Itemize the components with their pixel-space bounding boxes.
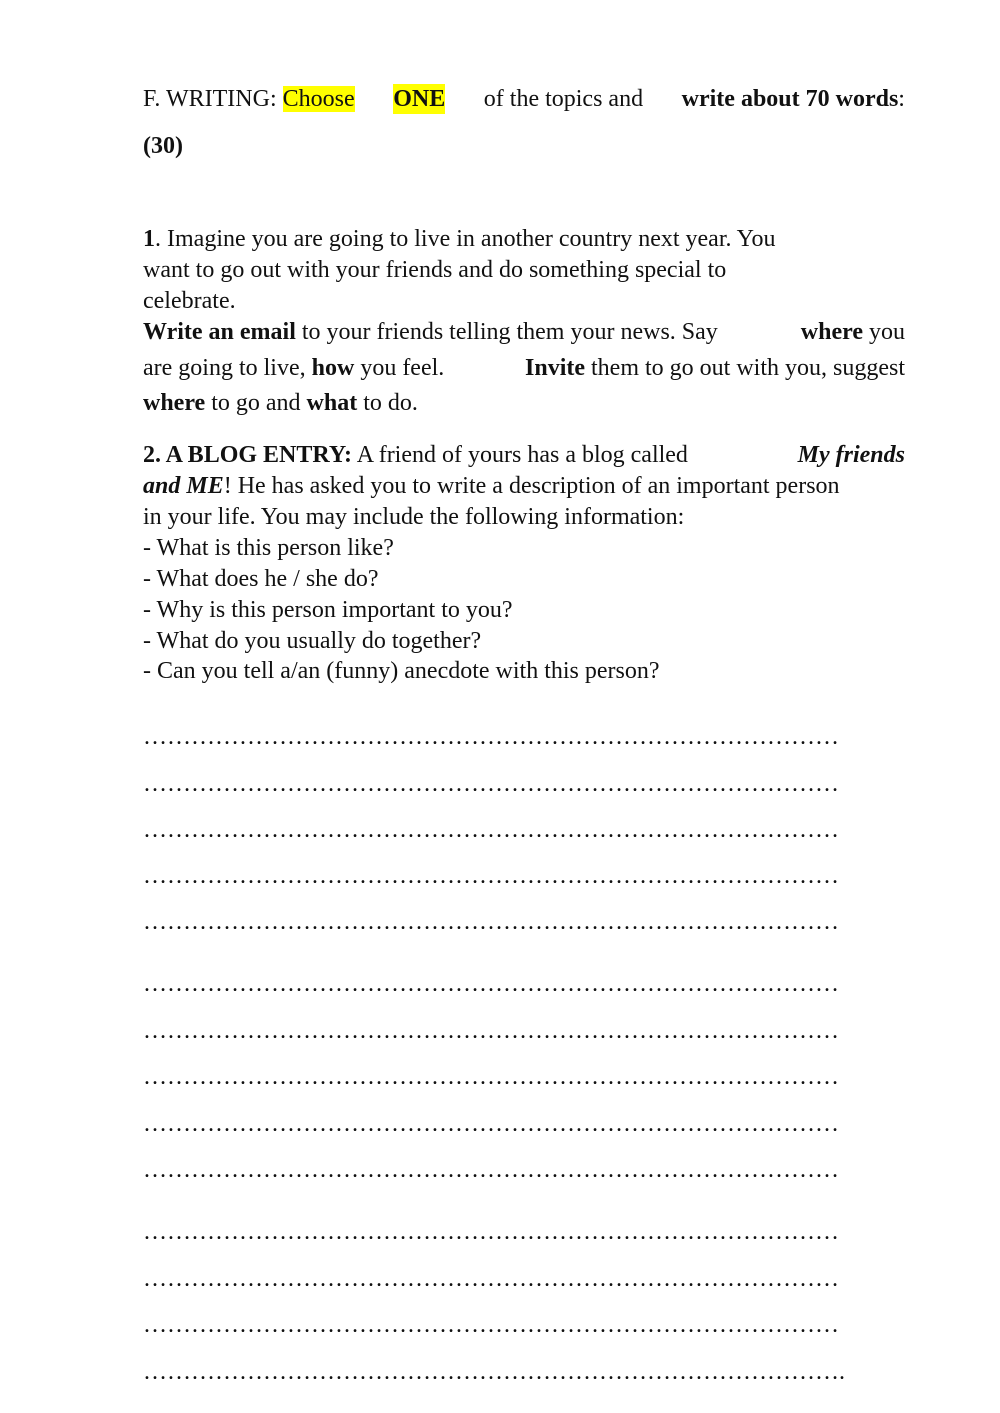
topic1-text1: . Imagine you are going to live in another country next year. You [155,226,776,252]
topic1-line5 [143,353,905,383]
topic1-l4-text: to your friends telling them your news. Say [301,319,718,345]
one-highlight: ONE [393,86,446,112]
blog-entry-heading: 2. A BLOG ENTRY: [143,442,352,468]
topic1-l6-text1: to go and [211,390,301,416]
where-bold: where [800,319,863,345]
topic1-l5-text3: them to go out with you, suggest [591,355,905,381]
topic2-line1 [143,440,905,470]
topic2-l1-text: A friend of yours has a blog called [356,442,688,468]
topic1-l5-text1: are going to live, [143,355,306,381]
of-topics-text: of the topics and [483,86,644,112]
where-bold-2: where [143,390,206,416]
topic2-line3: in your life. You may include the following information: [143,504,685,530]
topic1-line3: celebrate. [143,288,236,314]
topic1-l5-text2: you feel. [360,355,445,381]
answer-line[interactable]: …………………………………………………………………………… [143,1157,839,1183]
section-label: F. WRITING: [143,86,283,112]
word-count-instruction: write about 70 words [681,86,899,112]
topic1-l4-you: you [869,319,905,345]
points-value: (30) [143,133,183,159]
colon: : [898,86,905,112]
question-item: - What does he / she do? [143,566,379,592]
question-item: - What do you usually do together? [143,628,482,654]
question-item: - What is this person like? [143,535,394,561]
blog-name-part2: and ME [143,473,224,499]
topic1-number: 1 [143,226,155,252]
topic2-line2 [143,471,840,501]
answer-line[interactable]: …………………………………………………………………………… [143,1018,839,1044]
writing-instruction [143,84,905,114]
topic1-line2: want to go out with your friends and do something special to [143,257,727,283]
answer-line[interactable]: …………………………………………………………………………… [143,1064,839,1090]
question-item: - Can you tell a/an (funny) anecdote with this person? [143,658,660,684]
write-email-bold: Write an email [143,319,296,345]
how-bold: how [311,355,355,381]
topic1-line1 [143,224,776,254]
answer-line[interactable]: …………………………………………………………………………… [143,1219,839,1245]
answer-line[interactable]: …………………………………………………………………………… [143,1312,839,1338]
answer-line[interactable]: …………………………………………………………………………… [143,909,839,935]
question-item: - Why is this person important to you? [143,597,513,623]
what-bold: what [306,390,358,416]
blog-name-part1: My friends [797,442,905,468]
points-line [143,131,183,161]
topic1-l6-text2: to do. [363,390,418,416]
topic2-l2-text: ! He has asked you to write a description of an important person [223,473,840,499]
answer-line[interactable]: …………………………………………………………………………… [143,771,839,797]
answer-line[interactable]: …………………………………………………………………………… [143,1266,839,1292]
answer-line[interactable]: …………………………………………………………………………… [143,724,839,750]
choose-highlight: Choose [282,86,355,112]
answer-line[interactable]: …………………………………………………………………………… [143,863,839,889]
invite-bold: Invite [525,355,585,381]
answer-line[interactable]: …………………………………………………………………………… [143,817,839,843]
topic1-line4 [143,317,905,347]
answer-line[interactable]: ……………………………………………………………………………. [143,1359,845,1385]
topic1-line6 [143,388,418,418]
answer-line[interactable]: …………………………………………………………………………… [143,971,839,997]
answer-line[interactable]: …………………………………………………………………………… [143,1111,839,1137]
